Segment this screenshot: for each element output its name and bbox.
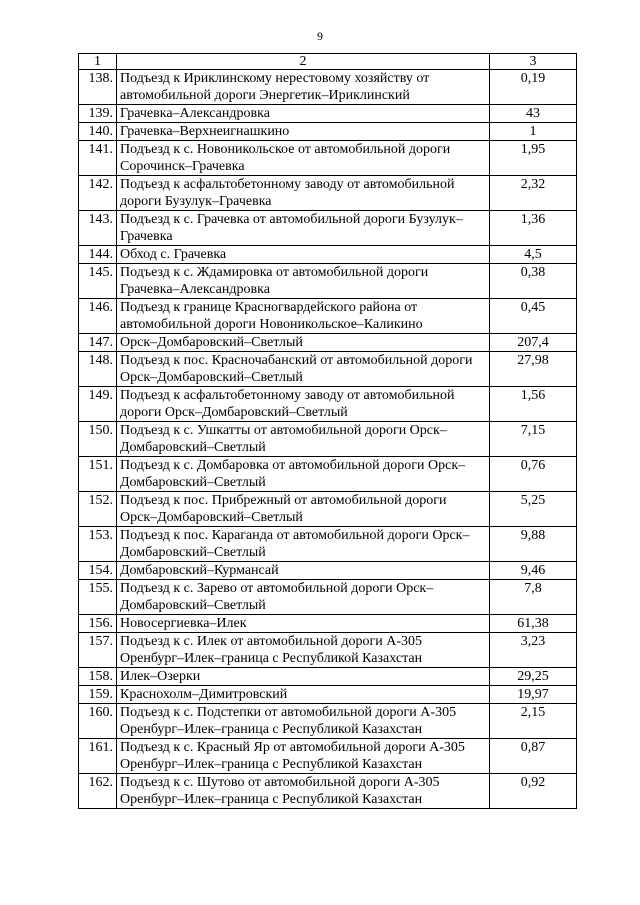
- row-number: 152.: [79, 492, 117, 527]
- road-length: 2,32: [490, 176, 577, 211]
- road-name: Подъезд к Ириклинскому нерестовому хозяйству от автомобильной дороги Энергетик–Ириклинский: [117, 70, 490, 105]
- row-number: 156.: [79, 615, 117, 633]
- table-row: [79, 422, 577, 457]
- road-name: Обход с. Грачевка: [117, 246, 490, 264]
- table-row: [79, 633, 577, 668]
- road-name: Грачевка–Александровка: [117, 105, 490, 123]
- table-row: [79, 739, 577, 774]
- road-name: Грачевка–Верхнеигнашкино: [117, 123, 490, 141]
- table-row: [79, 615, 577, 633]
- road-name: Подъезд к с. Новоникольское от автомобильной дороги Сорочинск–Грачевка: [117, 141, 490, 176]
- table-row: [79, 580, 577, 615]
- road-name: Подъезд к с. Подстепки от автомобильной дороги А-305 Оренбург–Илек–граница с Республикой Казахстан: [117, 704, 490, 739]
- column-header-length: 3: [490, 54, 577, 70]
- table-row: [79, 264, 577, 299]
- row-number: 155.: [79, 580, 117, 615]
- road-name: Подъезд к с. Зарево от автомобильной дороги Орск–Домбаровский–Светлый: [117, 580, 490, 615]
- row-number: 159.: [79, 686, 117, 704]
- row-number: 138.: [79, 70, 117, 105]
- row-number: 161.: [79, 739, 117, 774]
- row-number: 160.: [79, 704, 117, 739]
- road-name: Подъезд к с. Илек от автомобильной дороги А-305 Оренбург–Илек–граница с Республикой Казахстан: [117, 633, 490, 668]
- table-row: [79, 141, 577, 176]
- column-header-number: 1: [79, 54, 117, 70]
- road-name: Подъезд к асфальтобетонному заводу от автомобильной дороги Орск–Домбаровский–Светлый: [117, 387, 490, 422]
- road-name: Подъезд к пос. Караганда от автомобильной дороги Орск–Домбаровский–Светлый: [117, 527, 490, 562]
- table-row: [79, 352, 577, 387]
- row-number: 145.: [79, 264, 117, 299]
- row-number: 153.: [79, 527, 117, 562]
- page-number: 9: [317, 29, 323, 43]
- road-name: Новосергиевка–Илек: [117, 615, 490, 633]
- row-number: 142.: [79, 176, 117, 211]
- road-length: 1,36: [490, 211, 577, 246]
- road-name: Домбаровский–Курмансай: [117, 562, 490, 580]
- road-length: 9,88: [490, 527, 577, 562]
- table-row: [79, 387, 577, 422]
- road-length: 0,92: [490, 774, 577, 809]
- road-length: 5,25: [490, 492, 577, 527]
- road-name: Подъезд к асфальтобетонному заводу от автомобильной дороги Бузулук–Грачевка: [117, 176, 490, 211]
- row-number: 139.: [79, 105, 117, 123]
- table-row: [79, 70, 577, 105]
- row-number: 141.: [79, 141, 117, 176]
- road-name: Подъезд к пос. Прибрежный от автомобильной дороги Орск–Домбаровский–Светлый: [117, 492, 490, 527]
- table-row: [79, 123, 577, 141]
- road-length: 9,46: [490, 562, 577, 580]
- row-number: 147.: [79, 334, 117, 352]
- row-number: 144.: [79, 246, 117, 264]
- table-row: [79, 457, 577, 492]
- row-number: 148.: [79, 352, 117, 387]
- road-name: Подъезд к с. Шутово от автомобильной дороги А-305 Оренбург–Илек–граница с Республикой Казахстан: [117, 774, 490, 809]
- road-length: 0,19: [490, 70, 577, 105]
- table-row: [79, 334, 577, 352]
- table-row: [79, 562, 577, 580]
- road-length: 2,15: [490, 704, 577, 739]
- roads-table: [78, 53, 577, 809]
- road-length: 207,4: [490, 334, 577, 352]
- column-header-name: 2: [117, 54, 490, 70]
- road-length: 0,38: [490, 264, 577, 299]
- row-number: 158.: [79, 668, 117, 686]
- road-name: Подъезд к с. Ждамировка от автомобильной дороги Грачевка–Александровка: [117, 264, 490, 299]
- row-number: 140.: [79, 123, 117, 141]
- road-length: 0,87: [490, 739, 577, 774]
- road-length: 7,15: [490, 422, 577, 457]
- road-name: Краснохолм–Димитровский: [117, 686, 490, 704]
- road-length: 19,97: [490, 686, 577, 704]
- row-number: 154.: [79, 562, 117, 580]
- road-length: 27,98: [490, 352, 577, 387]
- row-number: 146.: [79, 299, 117, 334]
- road-name: Илек–Озерки: [117, 668, 490, 686]
- road-length: 1: [490, 123, 577, 141]
- table-row: [79, 176, 577, 211]
- road-length: 0,45: [490, 299, 577, 334]
- table-row: [79, 527, 577, 562]
- road-name: Подъезд к с. Домбаровка от автомобильной дороги Орск–Домбаровский–Светлый: [117, 457, 490, 492]
- table-row: [79, 774, 577, 809]
- road-length: 43: [490, 105, 577, 123]
- table-header-row: [79, 54, 577, 70]
- road-length: 29,25: [490, 668, 577, 686]
- row-number: 162.: [79, 774, 117, 809]
- table-row: [79, 211, 577, 246]
- road-name: Подъезд к границе Красногвардейского района от автомобильной дороги Новоникольское–Каликино: [117, 299, 490, 334]
- road-name: Орск–Домбаровский–Светлый: [117, 334, 490, 352]
- road-length: 3,23: [490, 633, 577, 668]
- road-name: Подъезд к с. Грачевка от автомобильной дороги Бузулук–Грачевка: [117, 211, 490, 246]
- road-name: Подъезд к с. Красный Яр от автомобильной дороги А-305 Оренбург–Илек–граница с Республикой Казахстан: [117, 739, 490, 774]
- road-length: 4,5: [490, 246, 577, 264]
- road-name: Подъезд к пос. Красночабанский от автомобильной дороги Орск–Домбаровский–Светлый: [117, 352, 490, 387]
- road-length: 1,95: [490, 141, 577, 176]
- road-length: 61,38: [490, 615, 577, 633]
- table-row: [79, 246, 577, 264]
- road-length: 0,76: [490, 457, 577, 492]
- road-name: Подъезд к с. Ушкатты от автомобильной дороги Орск–Домбаровский–Светлый: [117, 422, 490, 457]
- row-number: 150.: [79, 422, 117, 457]
- row-number: 157.: [79, 633, 117, 668]
- row-number: 151.: [79, 457, 117, 492]
- row-number: 143.: [79, 211, 117, 246]
- table-row: [79, 105, 577, 123]
- table-row: [79, 704, 577, 739]
- row-number: 149.: [79, 387, 117, 422]
- table-row: [79, 299, 577, 334]
- table-row: [79, 668, 577, 686]
- road-length: 7,8: [490, 580, 577, 615]
- road-length: 1,56: [490, 387, 577, 422]
- table-row: [79, 686, 577, 704]
- table-row: [79, 492, 577, 527]
